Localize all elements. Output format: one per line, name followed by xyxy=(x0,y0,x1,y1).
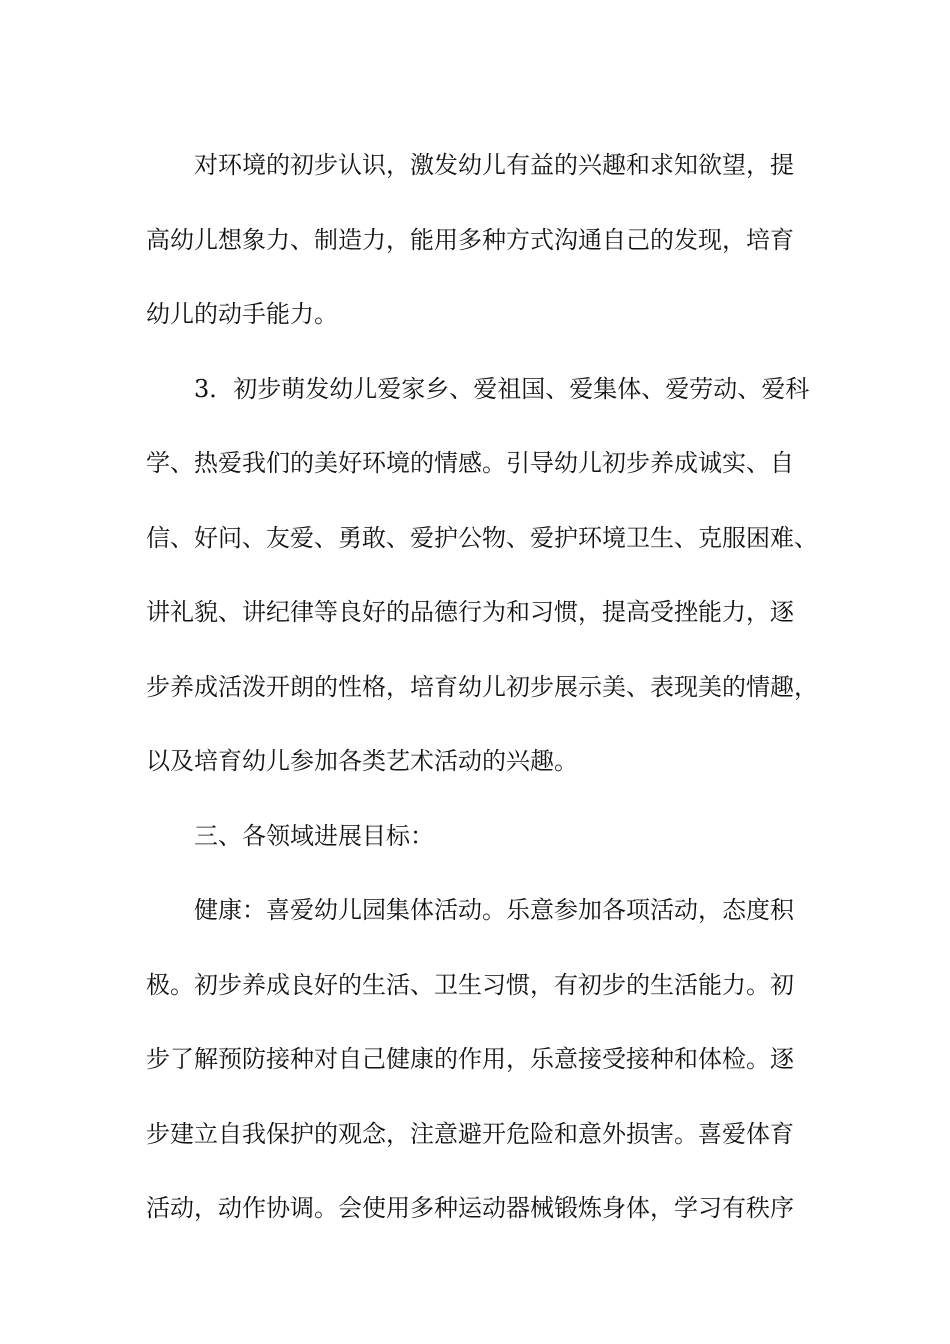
text-line: 以及培育幼儿参加各类艺术活动的兴趣。 xyxy=(146,747,578,775)
text-line: 讲礼貌、讲纪律等良好的品德行为和习惯，提高受挫能力，逐 xyxy=(146,598,794,626)
text-line: 对环境的初步认识，激发幼儿有益的兴趣和求知欲望，提 xyxy=(194,151,794,179)
text-line: 3．初步萌发幼儿爱家乡、爱祖国、爱集体、爱劳动、爱科 xyxy=(194,374,810,403)
text-line: 活动，动作协调。会使用多种运动器械锻炼身体，学习有秩序 xyxy=(146,1194,794,1222)
text-line: 极。初步养成良好的生活、卫生习惯，有初步的生活能力。初 xyxy=(146,970,794,999)
text-line: 步了解预防接种对自己健康的作用，乐意接受接种和体检。逐 xyxy=(146,1045,794,1073)
text-line: 步养成活泼开朗的性格，培育幼儿初步展示美、表现美的情趣， xyxy=(146,672,818,701)
document-body xyxy=(146,128,826,1246)
text-line: 高幼儿想象力、制造力，能用多种方式沟通自己的发现，培育 xyxy=(146,225,794,254)
section-heading: 三、各领域进展目标： xyxy=(194,821,434,850)
text-line: 步建立自我保护的观念，注意避开危险和意外损害。喜爱体育 xyxy=(146,1119,794,1148)
text-line: 信、好问、友爱、勇敢、爱护公物、爱护环境卫生、克服困难、 xyxy=(146,523,818,552)
text-line: 健康：喜爱幼儿园集体活动。乐意参加各项活动，态度积 xyxy=(194,896,794,924)
text-line: 学、热爱我们的美好环境的情感。引导幼儿初步养成诚实、自 xyxy=(146,449,794,477)
text-line: 幼儿的动手能力。 xyxy=(146,300,338,328)
